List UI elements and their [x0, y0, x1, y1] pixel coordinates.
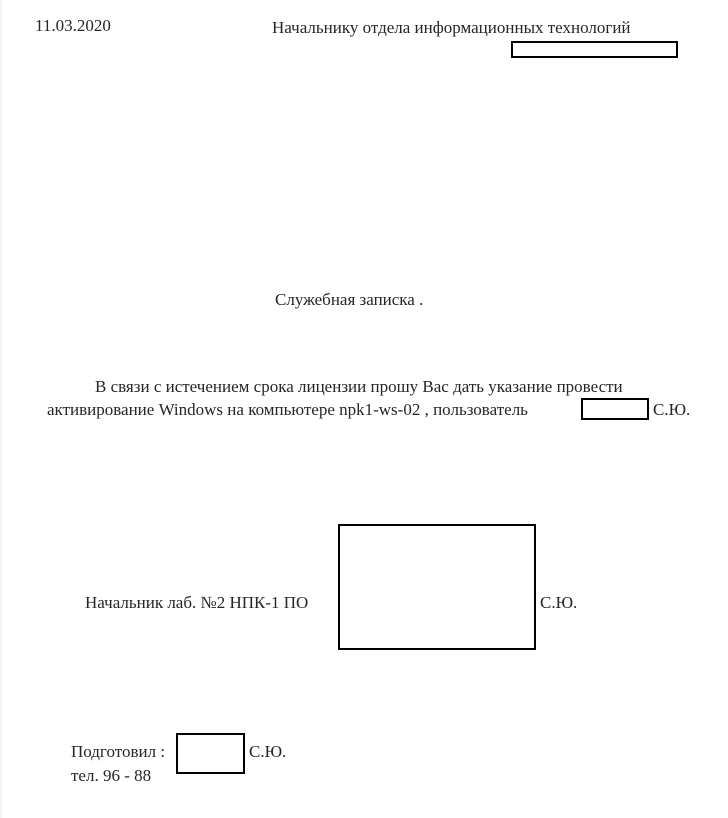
redacted-user-name — [581, 398, 649, 420]
signature-position: Начальник лаб. №2 НПК-1 ПО — [85, 593, 309, 612]
redacted-addressee-name — [511, 41, 678, 58]
scan-edge-shadow — [0, 0, 4, 818]
redacted-preparer-name — [176, 733, 245, 774]
memo-title: Служебная записка . — [275, 290, 424, 309]
body-line-1: В связи с истечением срока лицензии прошу Вас дать указание провести — [95, 377, 623, 396]
document-date: 11.03.2020 — [35, 16, 111, 35]
prepared-by-label: Подготовил : — [71, 742, 166, 761]
phone-number: тел. 96 - 88 — [71, 766, 152, 785]
redacted-signature — [338, 524, 536, 650]
body-line-2-initials: С.Ю. — [653, 400, 691, 419]
signature-initials: С.Ю. — [540, 593, 578, 612]
addressee-line: Начальнику отдела информационных технологий — [272, 18, 631, 37]
preparer-initials: С.Ю. — [249, 742, 287, 761]
body-line-2: активирование Windows на компьютере npk1-ws-02 , пользователь — [47, 400, 528, 419]
